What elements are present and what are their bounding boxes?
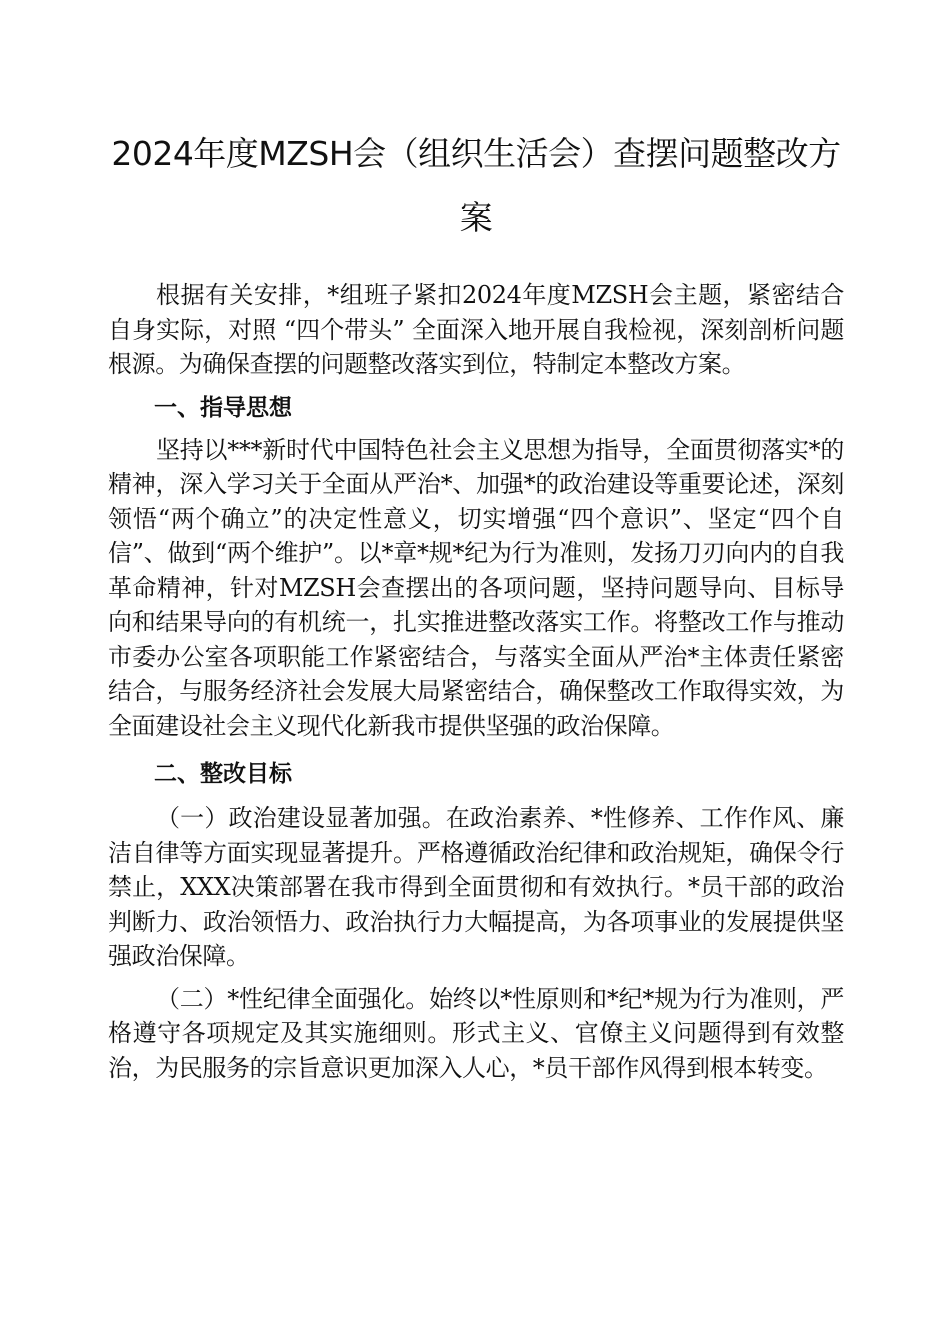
section-heading-guiding-thought: 一、指导思想 bbox=[154, 394, 292, 421]
goal-paragraph-political-construction: （一）政治建设显著加强。在政治素养、*性修养、工作作风、廉洁自律等方面实现显著提升。严格遵循政治纪律和政治规矩，确保令行禁止，XXX决策部署在我市得到全面贯彻和有效执行。*员干部的政治判断力、政治领悟力、政治执行力大幅提高，为各项事业的发展提供坚强政治保障。 bbox=[108, 804, 844, 970]
document-page bbox=[108, 122, 844, 1085]
section-heading-rectification-goals: 二、整改目标 bbox=[154, 761, 292, 787]
intro-paragraph: 根据有关安排，*组班子紧扣2024年度MZSH会主题，紧密结合自身实际，对照 “四个带头” 全面深入地开展自我检视，深刻剖析问题根源。为确保查摆的问题整改落实到位，特制定本整改方案。 bbox=[108, 281, 844, 378]
goal-paragraph-party-discipline: （二）*性纪律全面强化。始终以*性原则和*纪*规为行为准则，严格遵守各项规定及其实施细则。形式主义、官僚主义问题得到有效整治，为民服务的宗旨意识更加深入人心，*员干部作风得到根本转变。 bbox=[108, 984, 844, 1082]
document-body bbox=[108, 278, 844, 1085]
document-title: 2024年度MZSH会（组织生活会）查摆问题整改方案 bbox=[111, 134, 841, 237]
guiding-thought-paragraph: 坚持以***新时代中国特色社会主义思想为指导，全面贯彻落实*的精神，深入学习关于全面从严治*、加强*的政治建设等重要论述，深刻领悟“两个确立”的决定性意义，切实增强“四个意识”、坚定“四个自信”、做到“两个维护”。以*章*规*纪为行为准则，发扬刀刃向内的自我革命精神，针对MZSH会查摆出的各项问题，坚持问题导向、目标导向和结果导向的有机统一，扎实推进整改落实工作。将整改工作与推动市委办公室各项职能工作紧密结合，与落实全面从严治*主体责任紧密结合，与服务经济社会发展大局紧密结合，确保整改工作取得实效，为全面建设社会主义现代化新我市提供坚强的政治保障。 bbox=[108, 435, 844, 740]
